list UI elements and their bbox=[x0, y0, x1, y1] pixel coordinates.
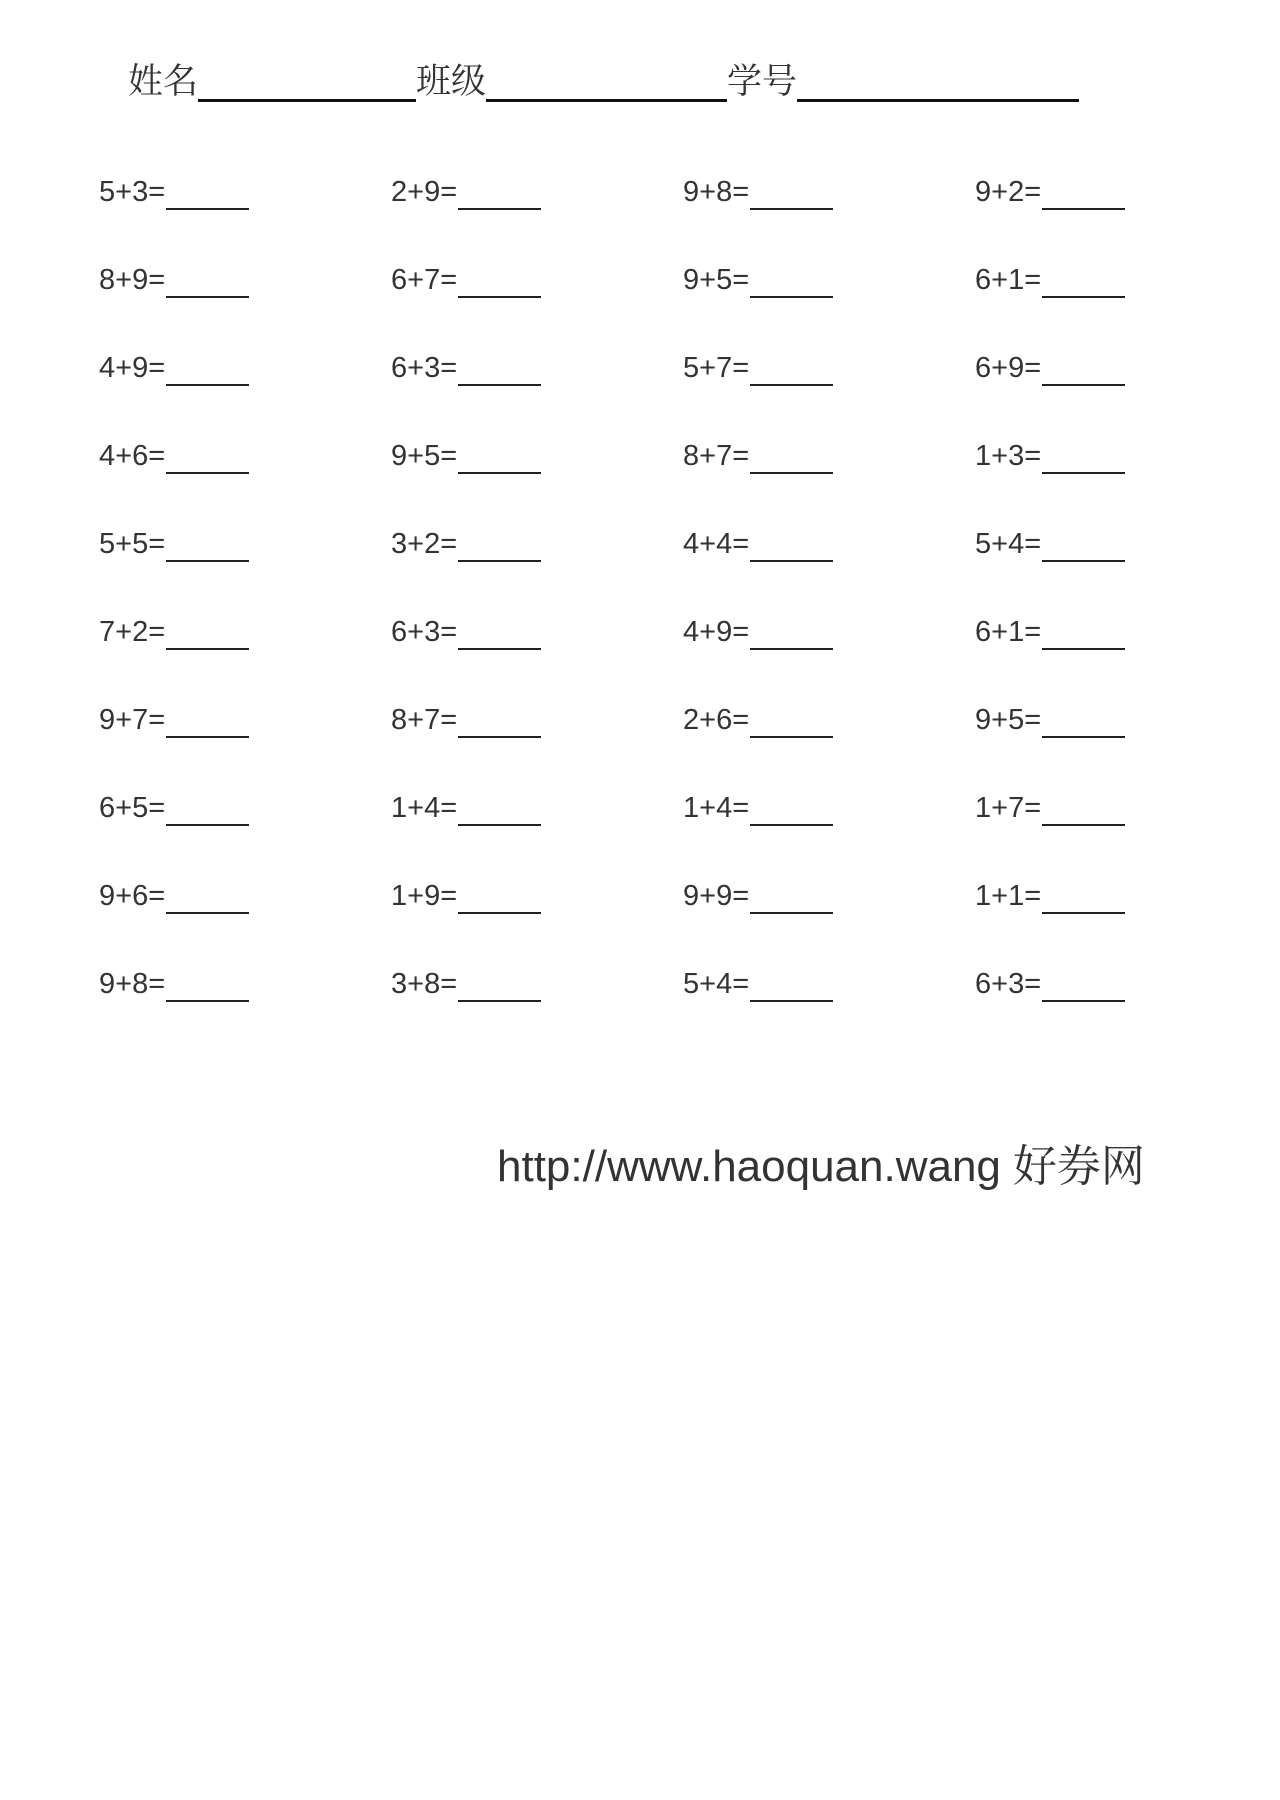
problem bbox=[99, 962, 249, 1002]
problem bbox=[99, 874, 249, 914]
problem-text: 4+4= bbox=[683, 528, 750, 560]
problem bbox=[99, 346, 249, 386]
problem-text: 4+6= bbox=[99, 440, 166, 472]
problem bbox=[683, 434, 833, 474]
problem bbox=[975, 610, 1125, 650]
problem bbox=[683, 258, 833, 298]
problem-text: 1+3= bbox=[975, 440, 1042, 472]
answer-blank[interactable] bbox=[166, 266, 249, 298]
answer-blank[interactable] bbox=[1042, 970, 1125, 1002]
problem-row bbox=[99, 610, 1129, 698]
problem-text: 1+1= bbox=[975, 880, 1042, 912]
name-field bbox=[128, 61, 416, 102]
answer-blank[interactable] bbox=[1042, 618, 1125, 650]
name-label: 姓名 bbox=[128, 62, 199, 102]
class-label: 班级 bbox=[416, 62, 487, 102]
problem bbox=[975, 786, 1125, 826]
problem bbox=[99, 434, 249, 474]
problem bbox=[683, 170, 833, 210]
problem-text: 1+9= bbox=[391, 880, 458, 912]
problem-text: 1+4= bbox=[683, 792, 750, 824]
answer-blank[interactable] bbox=[458, 882, 541, 914]
problem-text: 9+5= bbox=[683, 264, 750, 296]
problem-row bbox=[99, 698, 1129, 786]
problem bbox=[975, 258, 1125, 298]
problem-text: 5+4= bbox=[683, 968, 750, 1000]
problem bbox=[683, 610, 833, 650]
answer-blank[interactable] bbox=[750, 618, 833, 650]
problem bbox=[683, 874, 833, 914]
answer-blank[interactable] bbox=[166, 530, 249, 562]
problem-text: 9+6= bbox=[99, 880, 166, 912]
answer-blank[interactable] bbox=[750, 530, 833, 562]
problem-text: 6+7= bbox=[391, 264, 458, 296]
answer-blank[interactable] bbox=[750, 354, 833, 386]
problem-text: 8+7= bbox=[391, 704, 458, 736]
problem bbox=[391, 170, 541, 210]
answer-blank[interactable] bbox=[166, 178, 249, 210]
problem-text: 9+9= bbox=[683, 880, 750, 912]
problem bbox=[99, 170, 249, 210]
answer-blank[interactable] bbox=[750, 706, 833, 738]
problem-text: 6+3= bbox=[975, 968, 1042, 1000]
answer-blank[interactable] bbox=[458, 178, 541, 210]
problem-text: 9+7= bbox=[99, 704, 166, 736]
answer-blank[interactable] bbox=[458, 970, 541, 1002]
problem bbox=[975, 346, 1125, 386]
problem-text: 3+2= bbox=[391, 528, 458, 560]
problem bbox=[391, 874, 541, 914]
problem-text: 4+9= bbox=[99, 352, 166, 384]
problem bbox=[99, 258, 249, 298]
answer-blank[interactable] bbox=[166, 706, 249, 738]
problem-text: 6+1= bbox=[975, 264, 1042, 296]
problem-text: 2+9= bbox=[391, 176, 458, 208]
answer-blank[interactable] bbox=[458, 618, 541, 650]
problem-row bbox=[99, 874, 1129, 962]
problem-row bbox=[99, 346, 1129, 434]
problem-text: 5+4= bbox=[975, 528, 1042, 560]
answer-blank[interactable] bbox=[1042, 530, 1125, 562]
problem-row bbox=[99, 434, 1129, 522]
problem bbox=[975, 962, 1125, 1002]
student-id-label: 学号 bbox=[727, 62, 798, 102]
problem-text: 3+8= bbox=[391, 968, 458, 1000]
student-info-header bbox=[128, 58, 1079, 102]
student-id-blank[interactable] bbox=[797, 61, 1079, 102]
problem bbox=[391, 698, 541, 738]
answer-blank[interactable] bbox=[750, 794, 833, 826]
problem-text: 6+9= bbox=[975, 352, 1042, 384]
problem bbox=[975, 698, 1125, 738]
answer-blank[interactable] bbox=[166, 882, 249, 914]
answer-blank[interactable] bbox=[458, 530, 541, 562]
problem-row bbox=[99, 258, 1129, 346]
answer-blank[interactable] bbox=[458, 354, 541, 386]
problem bbox=[975, 522, 1125, 562]
problem-text: 8+7= bbox=[683, 440, 750, 472]
answer-blank[interactable] bbox=[1042, 706, 1125, 738]
problem bbox=[683, 962, 833, 1002]
addition-problems-grid bbox=[99, 170, 1129, 1050]
problem bbox=[391, 258, 541, 298]
problem bbox=[683, 346, 833, 386]
problem-text: 5+7= bbox=[683, 352, 750, 384]
answer-blank[interactable] bbox=[750, 882, 833, 914]
problem-text: 1+4= bbox=[391, 792, 458, 824]
problem bbox=[99, 698, 249, 738]
answer-blank[interactable] bbox=[166, 794, 249, 826]
problem-row bbox=[99, 962, 1129, 1050]
name-blank[interactable] bbox=[198, 61, 416, 102]
problem-text: 6+3= bbox=[391, 616, 458, 648]
answer-blank[interactable] bbox=[1042, 266, 1125, 298]
answer-blank[interactable] bbox=[458, 706, 541, 738]
answer-blank[interactable] bbox=[750, 970, 833, 1002]
answer-blank[interactable] bbox=[1042, 178, 1125, 210]
problem-text: 9+5= bbox=[975, 704, 1042, 736]
problem-text: 9+2= bbox=[975, 176, 1042, 208]
problem-text: 9+5= bbox=[391, 440, 458, 472]
problem bbox=[975, 170, 1125, 210]
answer-blank[interactable] bbox=[750, 442, 833, 474]
answer-blank[interactable] bbox=[458, 266, 541, 298]
problem bbox=[391, 786, 541, 826]
problem-text: 5+3= bbox=[99, 176, 166, 208]
answer-blank[interactable] bbox=[1042, 442, 1125, 474]
problem-text: 5+5= bbox=[99, 528, 166, 560]
problem-text: 6+5= bbox=[99, 792, 166, 824]
problem bbox=[99, 610, 249, 650]
footer-site-name: 好券网 bbox=[1012, 1141, 1145, 1192]
problem bbox=[975, 434, 1125, 474]
problem-text: 1+7= bbox=[975, 792, 1042, 824]
problem bbox=[391, 610, 541, 650]
problem bbox=[99, 522, 249, 562]
problem-row bbox=[99, 522, 1129, 610]
answer-blank[interactable] bbox=[750, 178, 833, 210]
problem bbox=[391, 522, 541, 562]
problem-text: 2+6= bbox=[683, 704, 750, 736]
footer-watermark bbox=[497, 1130, 1145, 1194]
answer-blank[interactable] bbox=[166, 442, 249, 474]
problem bbox=[391, 962, 541, 1002]
problem-text: 4+9= bbox=[683, 616, 750, 648]
problem bbox=[391, 346, 541, 386]
answer-blank[interactable] bbox=[750, 266, 833, 298]
class-field bbox=[416, 61, 727, 102]
problem bbox=[99, 786, 249, 826]
problem-text: 6+3= bbox=[391, 352, 458, 384]
problem bbox=[683, 698, 833, 738]
answer-blank[interactable] bbox=[1042, 794, 1125, 826]
answer-blank[interactable] bbox=[1042, 354, 1125, 386]
problem-text: 6+1= bbox=[975, 616, 1042, 648]
problem bbox=[975, 874, 1125, 914]
student-id-field bbox=[727, 61, 1079, 102]
problem-text: 7+2= bbox=[99, 616, 166, 648]
answer-blank[interactable] bbox=[166, 354, 249, 386]
answer-blank[interactable] bbox=[458, 442, 541, 474]
problem-text: 9+8= bbox=[99, 968, 166, 1000]
problem-row bbox=[99, 170, 1129, 258]
problem-row bbox=[99, 786, 1129, 874]
problem-text: 9+8= bbox=[683, 176, 750, 208]
footer-url: http://www.haoquan.wang bbox=[497, 1142, 1001, 1191]
problem-text: 8+9= bbox=[99, 264, 166, 296]
answer-blank[interactable] bbox=[166, 970, 249, 1002]
problem bbox=[391, 434, 541, 474]
answer-blank[interactable] bbox=[166, 618, 249, 650]
problem bbox=[683, 522, 833, 562]
problem bbox=[683, 786, 833, 826]
answer-blank[interactable] bbox=[1042, 882, 1125, 914]
class-blank[interactable] bbox=[486, 61, 727, 102]
answer-blank[interactable] bbox=[458, 794, 541, 826]
